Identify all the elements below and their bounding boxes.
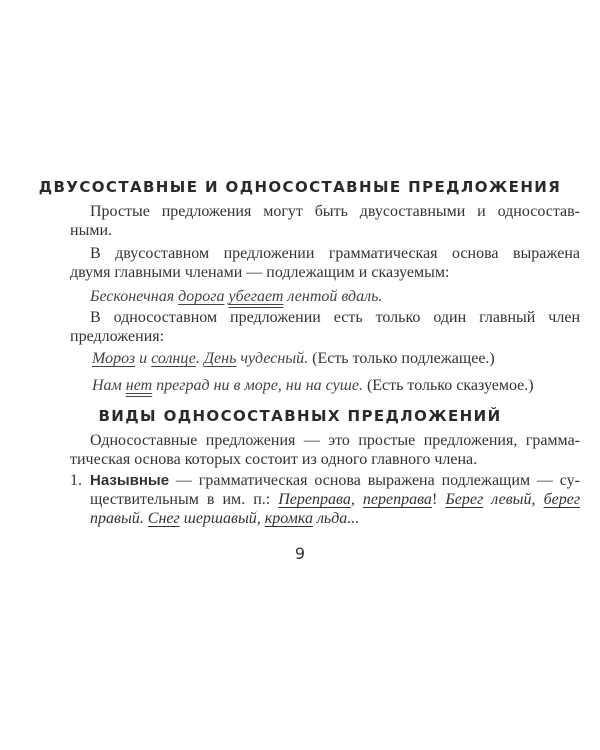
example-predicate: нет bbox=[125, 377, 153, 394]
section-heading-one-part-types: ВИДЫ ОДНОСОСТАВНЫХ ПРЕДЛОЖЕНИЙ bbox=[98, 407, 502, 425]
example-subject: Мороз bbox=[92, 350, 136, 367]
example-note: (Есть только сказуемое.) bbox=[366, 377, 534, 394]
example-punct: ! bbox=[431, 491, 438, 508]
paragraph-two-part-definition bbox=[70, 244, 580, 282]
example-note: (Есть только подлежащее.) bbox=[312, 350, 495, 367]
paragraph-line: Односоставные предложения — это простые предложения, грамма- bbox=[90, 432, 580, 449]
example-predicate-only bbox=[92, 376, 534, 395]
term-nominative: Назывные bbox=[90, 472, 170, 489]
paragraph-line: ными. bbox=[70, 222, 112, 239]
example-subject-only bbox=[92, 349, 495, 368]
example-word: и bbox=[139, 350, 148, 367]
example-subject: Берег bbox=[445, 491, 484, 508]
paragraph-line: двумя главными членами — подлежащим и сказуемым: bbox=[70, 264, 450, 281]
list-item-line bbox=[90, 471, 580, 490]
example-word: левый, bbox=[491, 491, 536, 508]
example-subject: Переправа bbox=[278, 491, 351, 508]
list-number: 1. bbox=[70, 472, 82, 489]
list-item-line bbox=[90, 509, 580, 528]
list-item-line bbox=[90, 490, 580, 509]
example-predicate: убегает bbox=[228, 288, 284, 305]
example-subject: дорога bbox=[178, 288, 225, 305]
example-subject: солнце bbox=[151, 350, 196, 367]
example-word: шершавый, bbox=[183, 510, 261, 527]
example-word: чудесный. bbox=[240, 350, 309, 367]
example-subject: кромка bbox=[264, 510, 313, 527]
example-punct: . bbox=[195, 350, 200, 367]
example-word: преград ни в море, ни на суше. bbox=[156, 377, 363, 394]
paragraph-line: В односоставном предложении есть только один главный член bbox=[90, 309, 580, 326]
example-subject: Снег bbox=[147, 510, 180, 527]
page-number: 9 bbox=[294, 544, 306, 563]
example-word: правый. bbox=[90, 510, 144, 527]
example-word: Нам bbox=[92, 377, 122, 394]
example-two-part-sentence bbox=[90, 287, 382, 306]
paragraph-one-part-definition bbox=[70, 308, 580, 346]
list-item-text: ществительным в им. п.: bbox=[90, 491, 271, 508]
paragraph-simple-sentences bbox=[70, 202, 580, 240]
list-item-text: — грамматическая основа выражена подлежащим — су- bbox=[175, 472, 580, 489]
paragraph-one-part-types bbox=[70, 431, 580, 469]
example-subject: День bbox=[203, 350, 237, 367]
paragraph-line: предложения: bbox=[70, 328, 165, 345]
example-word: льда... bbox=[316, 510, 360, 527]
list-item-nominative bbox=[90, 471, 580, 528]
example-subject: переправа bbox=[362, 491, 432, 508]
paragraph-line: тическая основа которых состоит из одного главного члена. bbox=[70, 451, 478, 468]
example-word: Бесконечная bbox=[90, 288, 175, 305]
example-subject: берег bbox=[543, 491, 581, 508]
example-punct: , bbox=[350, 491, 355, 508]
section-heading-two-part-one-part: ДВУСОСТАВНЫЕ И ОДНОСОСТАВНЫЕ ПРЕДЛОЖЕНИЯ bbox=[38, 178, 562, 196]
paragraph-line: Простые предложения могут быть двусоставными и односостав- bbox=[90, 203, 580, 220]
example-word: лентой вдаль. bbox=[287, 288, 383, 305]
paragraph-line: В двусоставном предложении грамматическая основа выражена bbox=[90, 245, 580, 262]
